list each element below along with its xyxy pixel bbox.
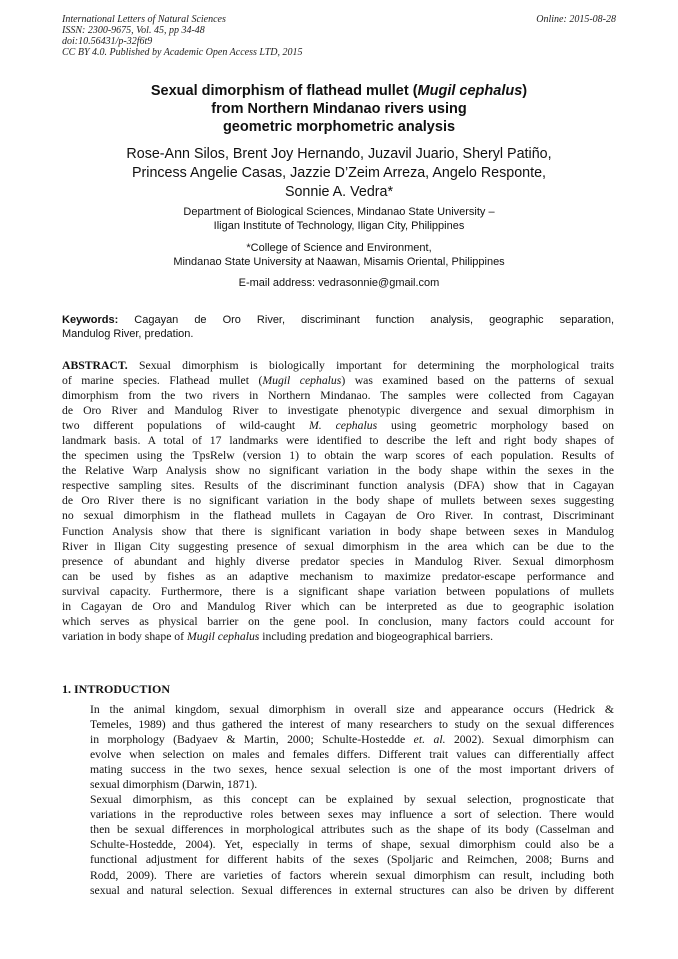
section-heading-introduction: 1. INTRODUCTION <box>62 682 171 696</box>
species-name: Mugil cephalus <box>417 83 523 99</box>
abstract: ABSTRACT. Sexual dimorphism is biologically important for determining the morphological traits of marine species. Flathead mullet (Mugil cephalus) was examined based on the patterns of sexual dimorphism from the two rivers in Northern Mindanao. The samples were collected from Cagayan de Oro River and Mandulog River to investigate phenotypic divergence and sexual dimorphism in two different populations of wild-caught M. cephalus using geometric morphology based on landmark basis. A total of 17 landmarks were identified to describe the left and right body shapes of the specimen using the TpsRelw (version 1) to obtain the warp scores of each population. Results of the Relative Warp Analysis show no significant variation in the body shape within the sexes in the respective sampling sites. Results of the discriminant function analysis (DFA) show that in Cagayan de Oro River there is no significant variation in the body shape of mullets between sexes suggesting no sexual dimorphism in the flathead mullets in Cagayan de Oro River. In contrast, Discriminant Function Analysis show that there is significant variation in body shape between sexes in Mandulog River in Iligan City suggesting presence of sexual dimorphism in the area which can be due to the presence of abundant and highly diverse predator species in Mandulog River. Sexual dimorphosm can be used by fishes as an adaptive mechanism to maximize predator-escape performance and survival capacity. Furthermore, there is a significant shape variation between populations of mullets in Cagayan de Oro and Mandulog River which can be interpreted as due to geographic isolation which serves as physical barrier on the gene pool. In conclusion, many factors could account for variation in body shape of Mugil cephalus including predation and biogeographical barriers. <box>62 359 615 643</box>
abstract-label: ABSTRACT. <box>62 359 128 372</box>
paragraph: In the animal kingdom, sexual dimorphism in overall size and appearance occurs (Hedrick & Temeles, 1989) and thus gathered the interest of many researchers to study on the sexual differences in morphology (Badyaev & Martin, 2000; Schulte-Hostedde et. al. 2002). Sexual dimorphism can evolve when selection on males and females differs. Different trait values can differentially affect mating success in the two sexes, hence sexual selection is one of the most important drivers of sexual dimorphism (Darwin, 1871). <box>90 703 614 792</box>
online-date: Online: 2015-08-28 <box>536 14 616 25</box>
authors-line-3: Sonnie A. Vedra* <box>284 184 394 200</box>
paper-title <box>60 82 618 136</box>
affiliation-department: Department of Biological Sciences, Mindanao State University – Iligan Institute of Technology, Iligan City, Philippines <box>183 206 495 232</box>
authors-line-1: Rose-Ann Silos, Brent Joy Hernando, Juzavil Juario, Sheryl Patiño, <box>126 146 552 162</box>
license-line: CC BY 4.0. Published by Academic Open Access LTD, 2015 <box>62 47 303 58</box>
issn-line: ISSN: 2300-9675, Vol. 45, pp 34-48 <box>62 25 205 36</box>
paragraph: Sexual dimorphism, as this concept can be explained by sexual selection, prognosticate that variations in the reproductive roles between sexes may influence a sort of selection. There would then be sexual differences in morphological attributes such as the shape of its body (Casselman and Schulte-Hostedde, 2004). Yet, especially in terms of shape, sexual dimorphism could also be a functional adjustment for different habits of the sexes (Spoljaric and Reimchen, 2008; Burns and Rodd, 2009). There are varieties of factors wherein sexual dimorphism can result, including both sexual and natural selection. Sexual differences in external structures can also be driven by different <box>90 793 614 897</box>
affiliation-college: *College of Science and Environment, Mindanao State University at Naawan, Misamis Oriental, Philippines <box>173 242 505 268</box>
title-line-3: geometric morphometric analysis <box>222 119 456 135</box>
authors-line-2: Princess Angelie Casas, Jazzie D’Zeim Arreza, Angelo Responte, <box>131 165 547 181</box>
title-line-2: from Northern Mindanao rivers using <box>211 101 467 117</box>
journal-header <box>62 14 303 58</box>
keywords-label: Keywords: <box>62 314 119 326</box>
title-line-1: Sexual dimorphism of flathead mullet (Mugil cephalus) <box>150 83 528 99</box>
journal-name: International Letters of Natural Sciences <box>62 14 226 25</box>
introduction-body <box>62 702 614 898</box>
keywords: Keywords: Cagayan de Oro River, discriminant function analysis, geographic separation, Mandulog River, predation. <box>62 314 614 340</box>
author-list <box>60 145 618 202</box>
doi-line: doi:10.56431/p-32f6t9 <box>62 36 153 47</box>
email-address: E-mail address: vedrasonnie@gmail.com <box>238 277 440 289</box>
